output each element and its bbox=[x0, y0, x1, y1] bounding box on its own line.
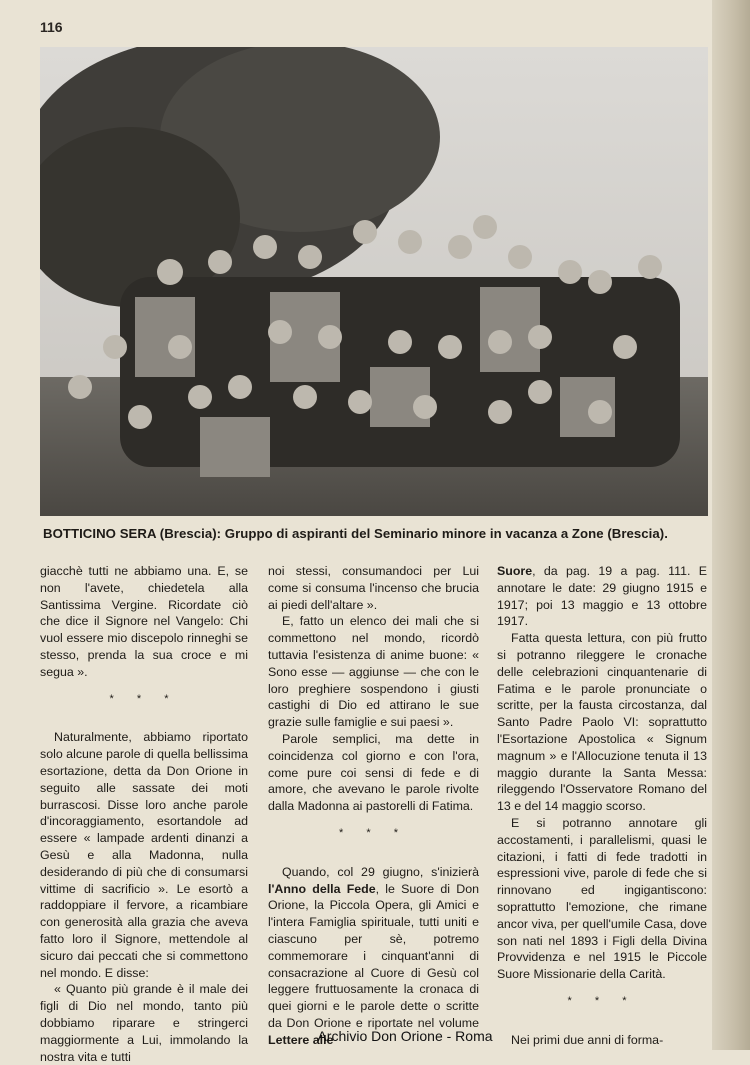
text-run: , le Suore di Don Orione, la Piccola Opera, gli Amici e l'intera Famiglia spirituale, tutti uniti e ciascuno per sè, potremo commemorare i cinquant'anni di consacrazione al Cuore di Gesù col leggere fruttuosamente la cronaca di quei giorni e le parole dette o scritte da Don Orione e riportate nel volume bbox=[268, 881, 479, 1030]
paragraph: Fatta questa lettura, con più frutto si potranno rileggere le cronache delle celebrazioni cinquantenarie di Fatima e le parole pronunciate o scritte, per la fausta circostanza, dal Santo Padre Paolo VI: soprattutto l'Esortazione Apostolica « Signum magnum » e l'Allocuzione tenuta il 13 maggio durante la Santa Messa: rileggendo l'Osservatore Romano del 13 e del 14 maggio scorso. bbox=[497, 631, 707, 814]
text-run: , da pag. 19 a pag. 111. E annotare le date: 29 giugno 1915 e 1917; poi 13 maggio e 13 ottobre 1917. bbox=[497, 564, 707, 629]
photo-caption: BOTTICINO SERA (Brescia): Gruppo di aspiranti del Seminario minore in vacanza a Zone (Brescia). bbox=[43, 526, 668, 541]
paragraph: « Quanto più grande è il male dei figli di Dio nel mondo, tanto più dobbiamo riparare e stringerci maggiormente a Lui, immolando la nostra vita e tutti bbox=[40, 982, 248, 1064]
group-photo bbox=[40, 47, 708, 516]
page-number: 116 bbox=[40, 19, 63, 35]
group-photo-image bbox=[40, 47, 708, 516]
paragraph: Parole semplici, ma dette in coincidenza col giorno e con l'ora, come pure coi sensi di fede e di amore, che avevano le parole rivolte dalla Madonna ai pastorelli di Fatima. bbox=[268, 731, 479, 814]
paragraph: Nei primi due anni di forma- bbox=[511, 1032, 664, 1047]
paragraph: E si potranno annotare gli accostamenti, i parallelismi, quasi le citazioni, i fatti di fede tradotti in espressioni vive, parole di fede che si rinnovano ed ingigantiscono: soprattutto l'emozione, che rimane ancor viva, per quell'umile Casa, dove son nati nel 1893 i Figli della Divina Provvidenza e nel 1915 le Piccole Suore Missionarie della Carità. bbox=[497, 815, 707, 982]
archive-footer: Archivio Don Orione - Roma bbox=[317, 1028, 493, 1044]
section-separator: * * * bbox=[567, 994, 637, 1007]
bold-title: Suore bbox=[497, 564, 533, 578]
paragraph: E, fatto un elenco dei mali che si commettono nel mondo, ricordò tuttavia l'esistenza di anime buone: « Sono esse — aggiunse — che con le loro preghiere sospendono i giusti castighi di Dio ed attirano le sue grazie sulle famiglie e sui paesi ». bbox=[268, 614, 479, 730]
text-run: Quando, col 29 giugno, s'inizierà bbox=[282, 864, 479, 879]
bold-title: Lettere alle bbox=[268, 1032, 334, 1047]
bold-title: l'Anno della Fede bbox=[268, 881, 376, 896]
paragraph bbox=[497, 563, 707, 630]
paragraph: giacchè tutti ne abbiamo una. E, se non l'avete, chiedetela alla Santissima Vergine. Ricordate ciò che dice il Signore nel Vangelo: Chi vuol essere mio discepolo rinneghi se stesso, prenda la sua croce e mi segua ». bbox=[40, 564, 248, 679]
paragraph bbox=[268, 864, 479, 1049]
page-edge-shadow bbox=[712, 0, 750, 1050]
paragraph: noi stessi, consumandoci per Lui come si consuma l'incenso che brucia ai piedi dell'altare ». bbox=[268, 564, 479, 612]
text-column-1 bbox=[40, 563, 249, 1064]
section-separator: * * * bbox=[109, 692, 179, 705]
section-separator: * * * bbox=[339, 826, 408, 839]
paragraph: Naturalmente, abbiamo riportato solo alcune parole di quella bellissima esortazione, detta da Don Orione in seguito alle sassate dei moti burrascosi. Disse loro anche parole d'incoraggiamento, esortandole ad essere « lampade ardenti dinanzi a Gesù e alla Madonna, nulla desiderando di più che di consumarsi vittime di sacrificio ». Le esortò a raddoppiare il fervore, a ricambiare con generosità alla grazia che aveva fatto loro il Signore, mettendole al sicuro dai peccati che si commettono nel mondo. E disse: bbox=[40, 730, 249, 980]
text-column-3 bbox=[497, 563, 707, 1047]
